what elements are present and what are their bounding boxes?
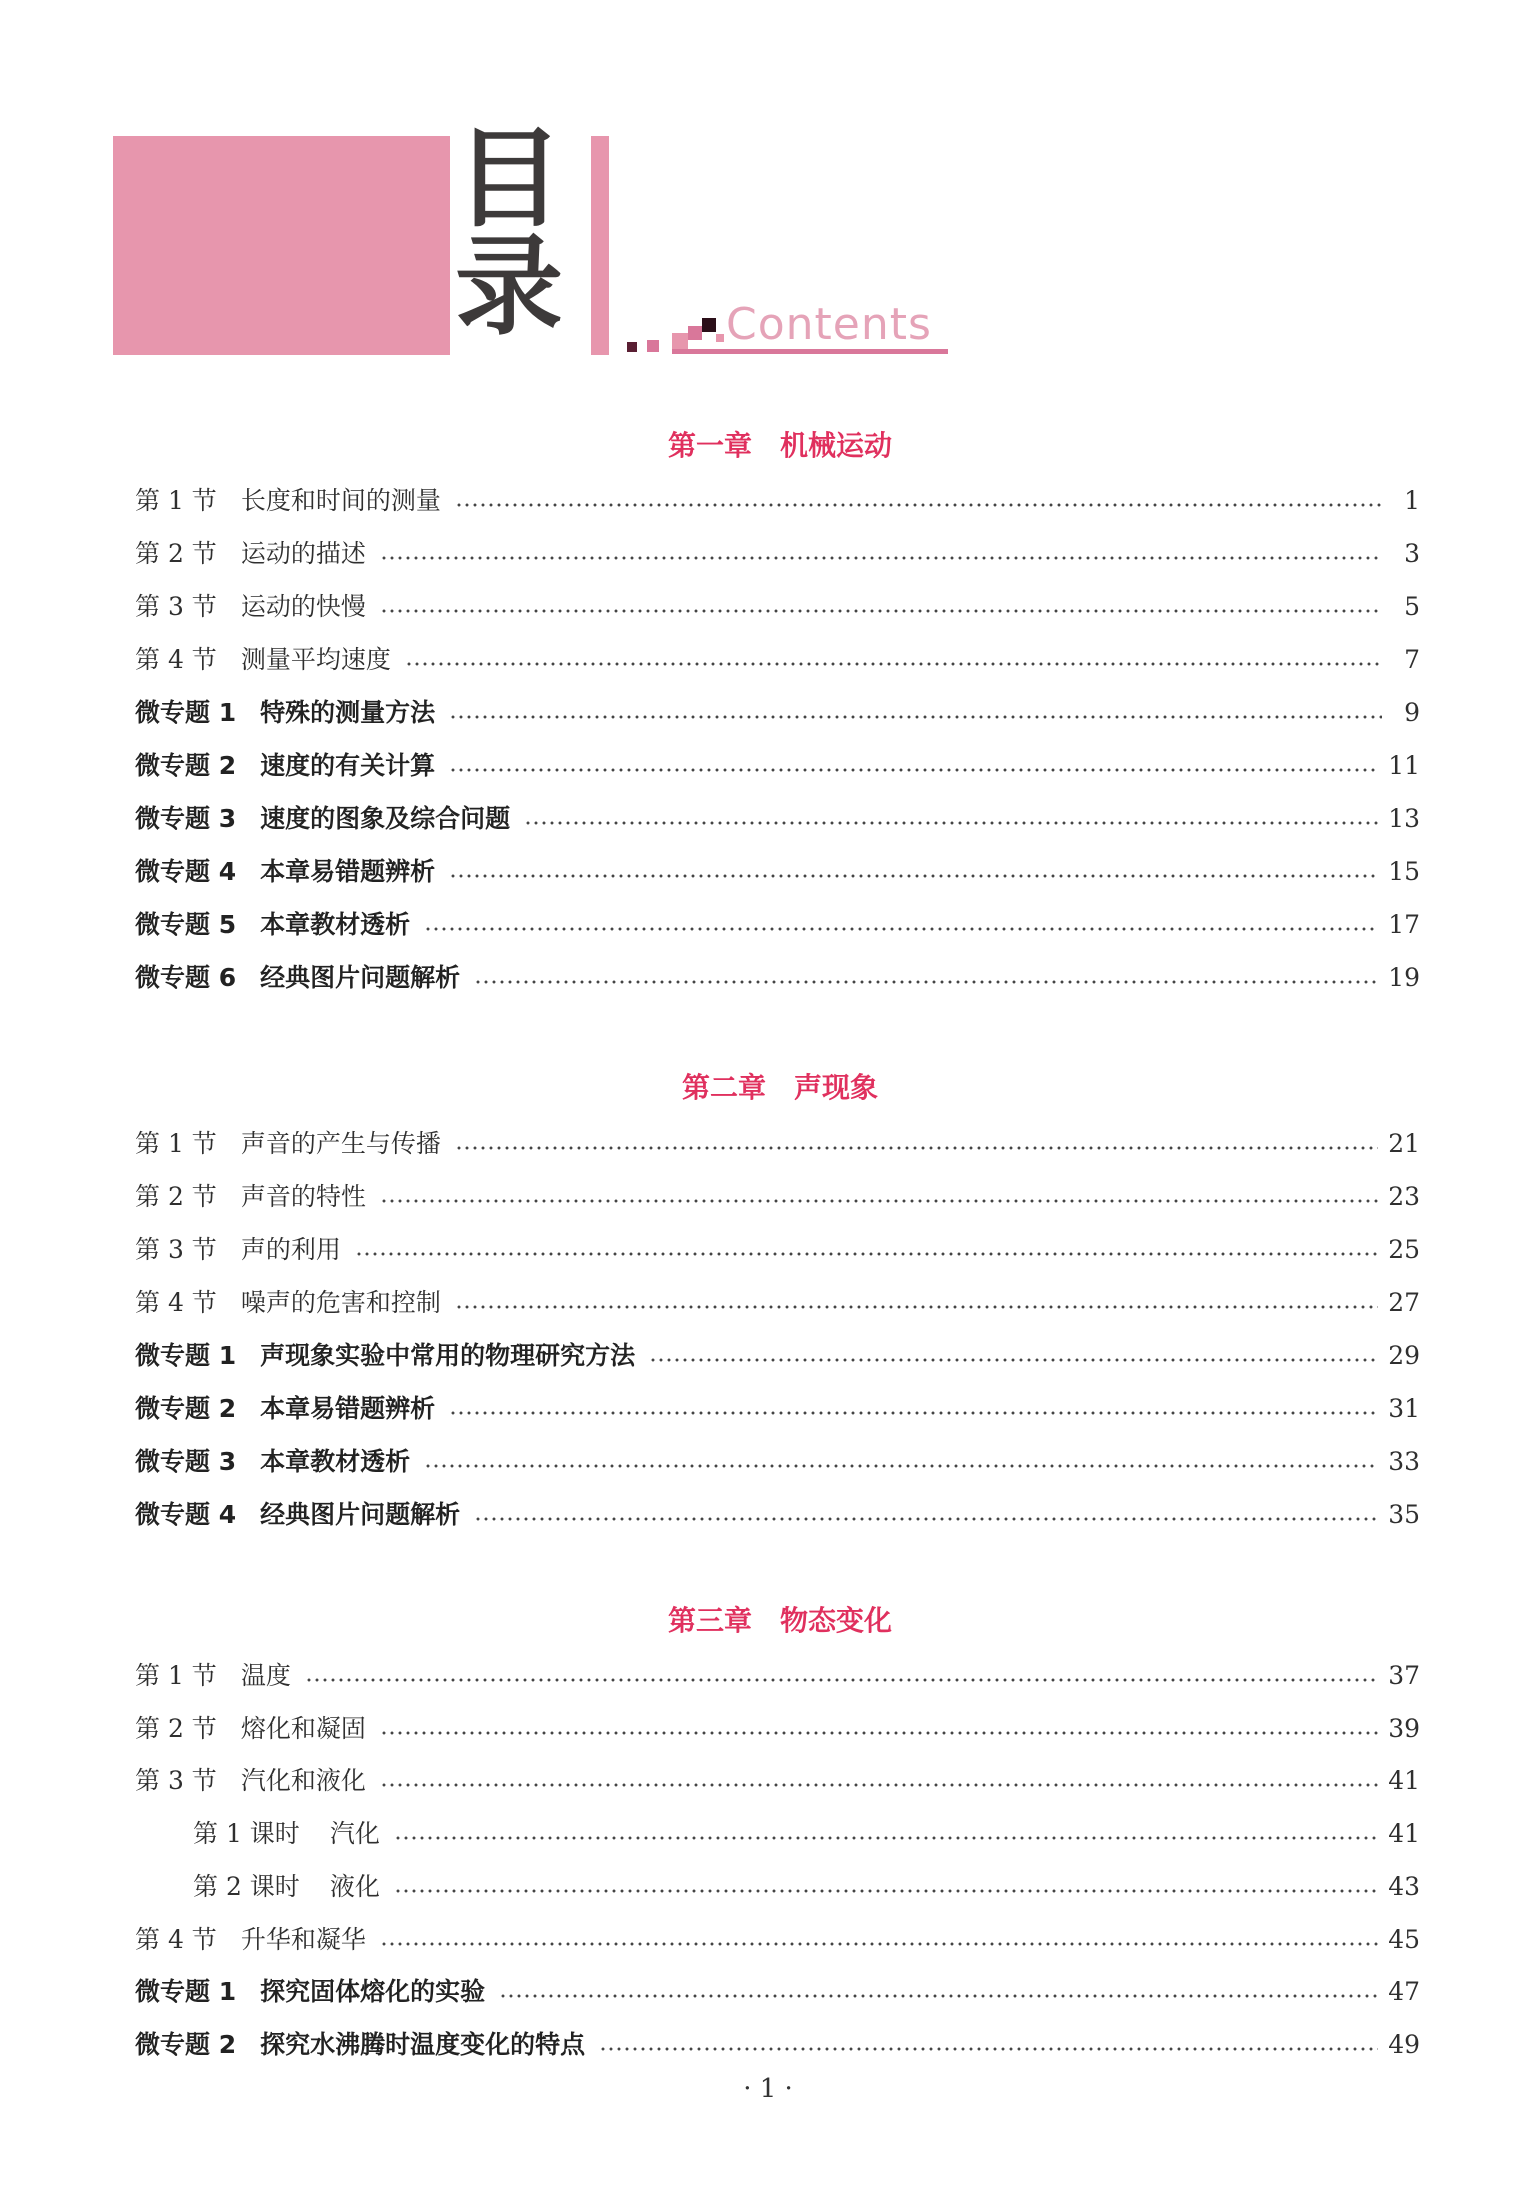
dot-leader <box>380 556 1382 560</box>
toc-entry[interactable] <box>193 1870 1420 1904</box>
toc-entry-title: 运动的快慢 <box>240 592 366 621</box>
toc-entry-page: 27 <box>1388 1288 1420 1317</box>
dot-leader <box>455 1146 1378 1150</box>
toc-entry-page: 11 <box>1388 751 1420 780</box>
dot-leader <box>380 1199 1378 1203</box>
toc-entry-title: 运动的描述 <box>240 539 366 568</box>
toc-entry-page: 29 <box>1388 1341 1420 1370</box>
toc-entry-page: 41 <box>1388 1819 1420 1849</box>
toc-entry-title: 本章易错题辨析 <box>260 857 436 886</box>
toc-entry-page: 49 <box>1388 2029 1420 2059</box>
dot-leader <box>380 1783 1378 1787</box>
toc-entry-label: 微专题 1 <box>135 1977 237 2007</box>
toc-entry-label: 第 1 节 <box>135 1661 217 1690</box>
toc-entry[interactable] <box>135 1498 1420 1532</box>
toc-entry-title: 速度的有关计算 <box>260 751 436 780</box>
dot-leader <box>355 1252 1378 1256</box>
toc-entry-label: 微专题 1 <box>135 698 237 727</box>
toc-entry-label: 微专题 3 <box>135 1447 237 1476</box>
toc-entry-label: 第 2 节 <box>135 539 217 568</box>
toc-entry[interactable] <box>135 749 1420 783</box>
toc-entry-page: 45 <box>1388 1924 1420 1954</box>
dot-leader <box>474 1517 1378 1521</box>
toc-entry[interactable] <box>135 1233 1420 1267</box>
toc-entry-title: 温度 <box>240 1661 291 1690</box>
toc-entry-label: 第 3 节 <box>135 1766 217 1796</box>
dot-leader <box>380 1942 1378 1946</box>
toc-entry-title: 声的利用 <box>240 1235 341 1264</box>
toc-entry-title: 声现象实验中常用的物理研究方法 <box>260 1341 636 1370</box>
dot-leader <box>424 927 1378 931</box>
dot-leader <box>380 1731 1378 1735</box>
dot-leader <box>474 980 1378 984</box>
toc-entry-page: 35 <box>1388 1500 1420 1529</box>
toc-entry-title: 本章教材透析 <box>260 1447 411 1476</box>
dot-leader <box>449 768 1378 772</box>
dot-leader <box>405 662 1382 666</box>
decor-square <box>702 318 716 332</box>
toc-entry-title: 噪声的危害和控制 <box>240 1288 441 1317</box>
toc-entry-page: 1 <box>1404 486 1420 515</box>
toc-entry-label: 第 4 节 <box>135 1288 217 1317</box>
dot-leader <box>305 1678 1378 1682</box>
page-title-line2: 录 <box>455 225 564 350</box>
toc-entry[interactable] <box>135 484 1420 518</box>
toc-entry[interactable] <box>135 590 1420 624</box>
toc-entry[interactable] <box>135 1339 1420 1373</box>
toc-entry[interactable] <box>135 1286 1420 1320</box>
toc-entry[interactable] <box>135 1923 1420 1957</box>
toc-entry-label: 微专题 1 <box>135 1341 237 1370</box>
dot-leader <box>455 1305 1378 1309</box>
toc-entry-page: 17 <box>1388 910 1420 939</box>
toc-entry-label: 微专题 6 <box>135 963 237 992</box>
toc-entry-page: 7 <box>1404 645 1420 674</box>
toc-entry-label: 微专题 2 <box>135 1394 237 1423</box>
toc-entry[interactable] <box>135 855 1420 889</box>
dot-leader <box>449 874 1378 878</box>
toc-entry-title: 汽化和液化 <box>240 1766 366 1796</box>
toc-entry-page: 39 <box>1388 1713 1420 1743</box>
toc-entry-title: 探究固体熔化的实验 <box>260 1977 486 2007</box>
toc-entry-label: 第 1 节 <box>135 1129 217 1158</box>
toc-entry-page: 3 <box>1404 539 1420 568</box>
toc-entry[interactable] <box>135 1445 1420 1479</box>
decor-square <box>688 326 702 340</box>
toc-entry-label: 第 4 节 <box>135 1924 217 1954</box>
dot-leader <box>455 503 1382 507</box>
header-decor-bar <box>591 136 609 355</box>
dot-leader <box>449 1411 1378 1415</box>
decor-square <box>627 342 637 352</box>
toc-entry[interactable] <box>135 908 1420 942</box>
toc-entry-title: 经典图片问题解析 <box>260 1500 461 1529</box>
toc-entry-page: 33 <box>1388 1447 1420 1476</box>
toc-entry-label: 微专题 5 <box>135 910 237 939</box>
toc-entry[interactable] <box>193 1817 1420 1851</box>
toc-entry[interactable] <box>135 696 1420 730</box>
dot-leader <box>394 1836 1378 1840</box>
page-title-line1: 目 <box>455 117 564 242</box>
contents-subtitle: Contents <box>726 299 932 350</box>
toc-entry[interactable] <box>135 1764 1420 1798</box>
toc-entry-title: 经典图片问题解析 <box>260 963 461 992</box>
toc-entry-page: 23 <box>1388 1182 1420 1211</box>
toc-entry-label: 微专题 4 <box>135 1500 237 1529</box>
toc-entry-title: 声音的产生与传播 <box>240 1129 441 1158</box>
toc-entry-page: 19 <box>1388 963 1420 992</box>
toc-entry-page: 15 <box>1388 857 1420 886</box>
toc-entry-page: 5 <box>1404 592 1420 621</box>
chapter-title: 第一章 机械运动 <box>667 429 892 462</box>
toc-entry-label: 微专题 3 <box>135 804 237 833</box>
toc-entry-page: 47 <box>1388 1977 1420 2007</box>
toc-entry-page: 31 <box>1388 1394 1420 1423</box>
toc-entry-label: 第 2 课时 <box>193 1871 300 1901</box>
chapter-title: 第三章 物态变化 <box>667 1604 892 1637</box>
toc-entry-label: 第 3 节 <box>135 592 217 621</box>
toc-entry-label: 第 2 节 <box>135 1182 217 1211</box>
dot-leader <box>599 2047 1378 2051</box>
dot-leader <box>449 715 1382 719</box>
toc-entry-title: 升华和凝华 <box>240 1924 366 1954</box>
toc-entry-page: 21 <box>1388 1129 1420 1158</box>
toc-entry-title: 汽化 <box>329 1819 380 1849</box>
dot-leader <box>394 1889 1378 1893</box>
toc-entry-title: 测量平均速度 <box>240 645 391 674</box>
toc-entry-title: 速度的图象及综合问题 <box>260 804 511 833</box>
toc-entry-page: 43 <box>1388 1871 1420 1901</box>
toc-entry-page: 37 <box>1388 1661 1420 1690</box>
toc-entry-page: 41 <box>1388 1766 1420 1796</box>
toc-entry[interactable] <box>135 1180 1420 1214</box>
toc-entry[interactable] <box>135 1392 1420 1426</box>
toc-entry-page: 13 <box>1388 804 1420 833</box>
toc-entry-label: 第 3 节 <box>135 1235 217 1264</box>
chapter-title: 第二章 声现象 <box>681 1071 878 1104</box>
toc-entry-title: 液化 <box>329 1871 380 1901</box>
decor-square <box>716 334 724 342</box>
dot-leader <box>524 821 1378 825</box>
toc-entry-label: 微专题 4 <box>135 857 237 886</box>
toc-entry-title: 探究水沸腾时温度变化的特点 <box>260 2029 586 2059</box>
dot-leader <box>499 1994 1378 1998</box>
toc-entry[interactable] <box>135 537 1420 571</box>
toc-entry[interactable] <box>135 1659 1420 1693</box>
toc-entry-label: 微专题 2 <box>135 751 237 780</box>
toc-entry-title: 特殊的测量方法 <box>260 698 436 727</box>
toc-entry-title: 本章教材透析 <box>260 910 411 939</box>
dot-leader <box>380 609 1382 613</box>
toc-entry[interactable] <box>135 643 1420 677</box>
toc-entry-label: 第 2 节 <box>135 1713 217 1743</box>
toc-entry-page: 9 <box>1404 698 1420 727</box>
toc-entry[interactable] <box>135 2028 1420 2062</box>
page-title <box>455 117 585 350</box>
header-decor-block <box>113 136 450 355</box>
toc-entry-page: 25 <box>1388 1235 1420 1264</box>
toc-entry[interactable] <box>135 961 1420 995</box>
toc-entry-label: 第 4 节 <box>135 645 217 674</box>
toc-entry-title: 熔化和凝固 <box>240 1713 366 1743</box>
toc-entry-label: 微专题 2 <box>135 2029 237 2059</box>
toc-entry-title: 本章易错题辨析 <box>260 1394 436 1423</box>
toc-entry[interactable] <box>135 1127 1420 1161</box>
toc-entry-label: 第 1 节 <box>135 486 217 515</box>
page-number: · 1 · <box>743 2074 793 2104</box>
toc-entry[interactable] <box>135 802 1420 836</box>
toc-entry-label: 第 1 课时 <box>193 1819 300 1849</box>
toc-entry-title: 长度和时间的测量 <box>240 486 441 515</box>
dot-leader <box>649 1358 1378 1362</box>
dot-leader <box>424 1464 1378 1468</box>
toc-entry[interactable] <box>135 1712 1420 1746</box>
toc-entry[interactable] <box>135 1975 1420 2009</box>
toc-entry-title: 声音的特性 <box>240 1182 366 1211</box>
decor-square <box>647 340 659 352</box>
